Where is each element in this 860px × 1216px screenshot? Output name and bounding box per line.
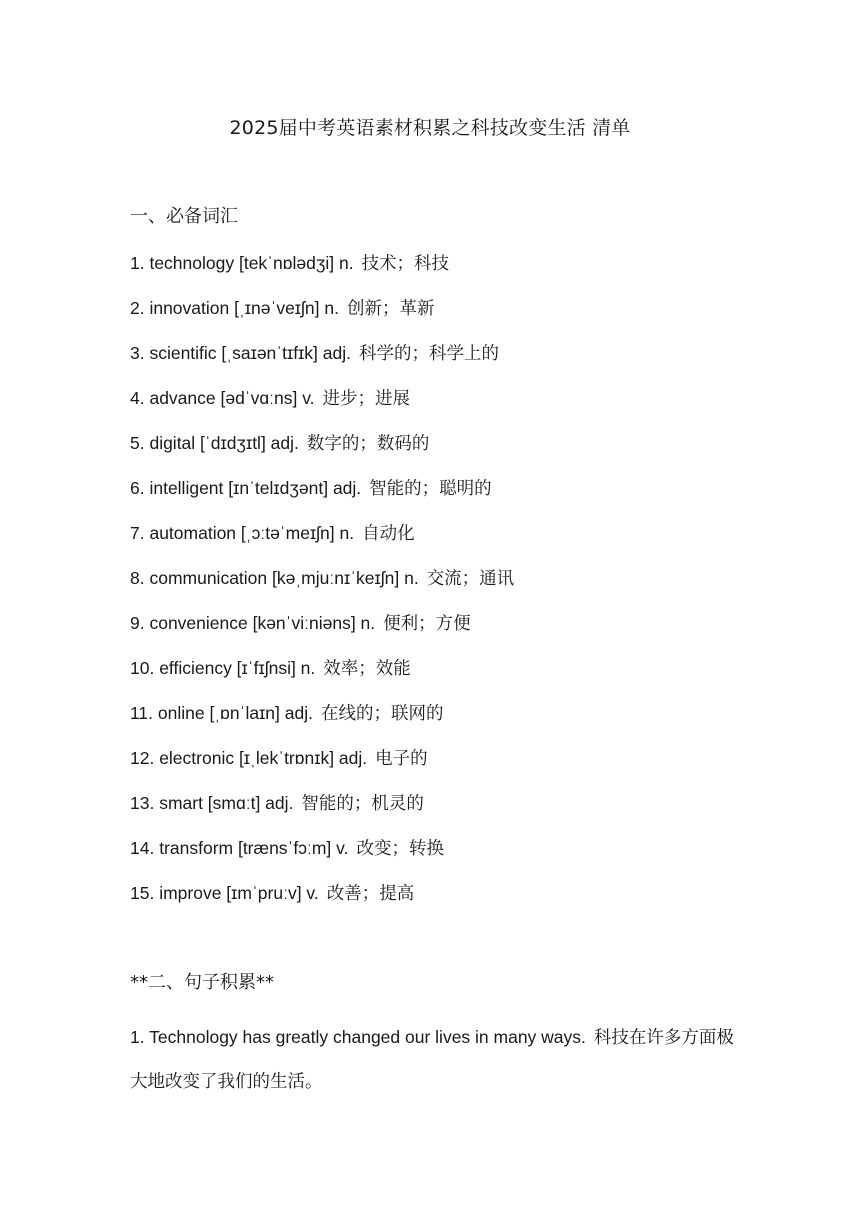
sentence-english: 1. Technology has greatly changed our lives in many ways. — [130, 1027, 586, 1047]
vocab-meaning: 交流；通讯 — [426, 569, 515, 589]
list-item — [130, 565, 514, 610]
list-item — [130, 430, 514, 475]
vocab-term: 15. improve [ɪmˈpruːv] v. — [130, 883, 319, 903]
vocab-meaning: 电子的 — [375, 749, 428, 769]
list-item — [130, 340, 514, 385]
vocab-term: 9. convenience [kənˈviːniəns] n. — [130, 613, 376, 633]
vocab-meaning: 进步；进展 — [322, 389, 411, 409]
vocab-meaning: 效率；效能 — [323, 659, 411, 679]
vocab-meaning: 科学的；科学上的 — [359, 344, 499, 364]
vocab-term: 12. electronic [ɪˌlekˈtrɒnɪk] adj. — [130, 748, 368, 768]
sentence-item — [130, 1015, 740, 1104]
section-heading-sentences: **二、句子积累** — [130, 972, 274, 993]
vocab-term: 4. advance [ədˈvɑːns] v. — [130, 388, 315, 408]
list-item — [130, 250, 514, 295]
list-item — [130, 475, 514, 520]
vocab-term: 8. communication [kəˌmjuːnɪˈkeɪʃn] n. — [130, 568, 419, 588]
list-item — [130, 880, 514, 925]
list-item — [130, 385, 514, 430]
list-item — [130, 745, 514, 790]
vocab-meaning: 便利；方便 — [383, 614, 471, 634]
list-item — [130, 295, 514, 340]
vocab-meaning: 改善；提高 — [326, 884, 415, 904]
vocab-term: 14. transform [trænsˈfɔːm] v. — [130, 838, 349, 858]
sentence-chinese: 科技在许多方面极大地改变了我们的生活。 — [130, 1028, 734, 1092]
vocab-term: 1. technology [tekˈnɒlədʒi] n. — [130, 253, 354, 273]
section-heading-vocabulary: 一、必备词汇 — [130, 206, 238, 227]
vocab-meaning: 在线的；联网的 — [320, 704, 444, 724]
list-item — [130, 700, 514, 745]
list-item — [130, 655, 514, 700]
vocabulary-list — [130, 250, 514, 925]
vocab-term: 10. efficiency [ɪˈfɪʃnsi] n. — [130, 658, 316, 678]
vocab-meaning: 智能的；机灵的 — [301, 794, 424, 814]
vocab-term: 6. intelligent [ɪnˈtelɪdʒənt] adj. — [130, 478, 362, 498]
vocab-meaning: 智能的；聪明的 — [369, 479, 492, 499]
vocab-term: 13. smart [smɑːt] adj. — [130, 793, 294, 813]
vocab-term: 2. innovation [ˌɪnəˈveɪʃn] n. — [130, 298, 339, 318]
vocab-term: 11. online [ˌɒnˈlaɪn] adj. — [130, 703, 313, 723]
document-title: 2025届中考英语素材积累之科技改变生活 清单 — [229, 117, 631, 139]
vocab-meaning: 数字的；数码的 — [306, 434, 430, 454]
vocab-term: 7. automation [ˌɔːtəˈmeɪʃn] n. — [130, 523, 355, 543]
vocab-meaning: 改变；转换 — [356, 839, 444, 859]
vocab-meaning: 创新；革新 — [346, 299, 435, 319]
list-item — [130, 790, 514, 835]
list-item — [130, 610, 514, 655]
vocab-meaning: 技术；科技 — [361, 254, 450, 274]
vocab-meaning: 自动化 — [362, 524, 415, 544]
list-item — [130, 520, 514, 565]
list-item — [130, 835, 514, 880]
vocab-term: 3. scientific [ˌsaɪənˈtɪfɪk] adj. — [130, 343, 351, 363]
vocab-term: 5. digital [ˈdɪdʒɪtl] adj. — [130, 433, 299, 453]
